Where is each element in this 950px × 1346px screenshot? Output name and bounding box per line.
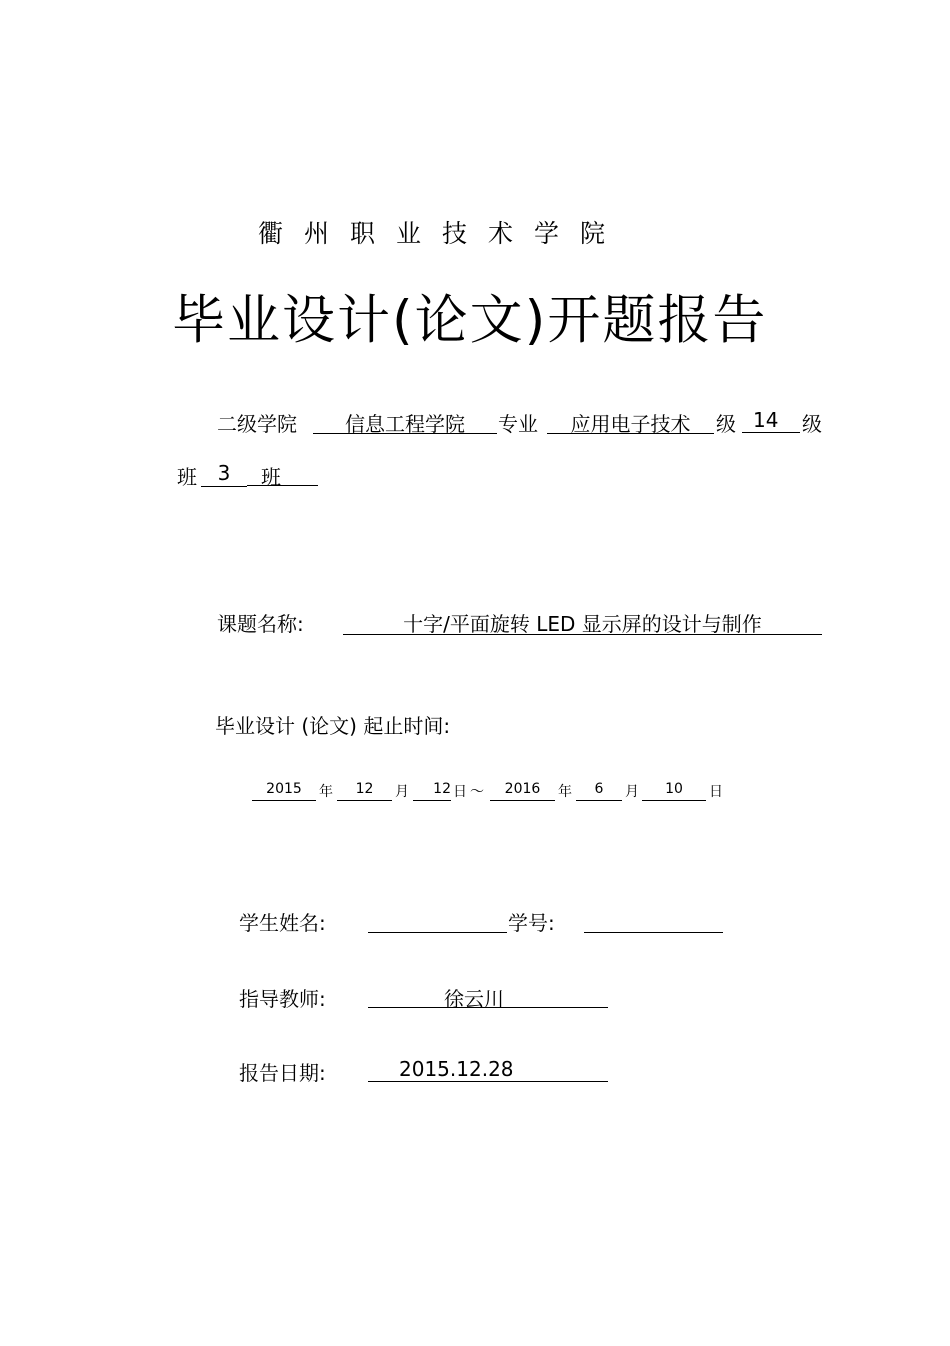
student-id-field: [584, 907, 723, 933]
year-unit: 年: [319, 784, 333, 800]
end-month-unit: 月: [625, 784, 639, 800]
day-unit: 日: [453, 784, 467, 800]
student-id-label: 学号:: [508, 911, 555, 935]
grade-label: 级: [716, 412, 736, 436]
student-name-field: [368, 907, 507, 933]
end-year: 2016: [490, 781, 555, 801]
topic-label: 课题名称:: [217, 612, 304, 636]
class-value: 3: [201, 461, 247, 487]
start-day: 12: [413, 781, 451, 801]
major-label: 专业: [498, 412, 538, 436]
college-label: 二级学院: [217, 412, 297, 436]
class-suffix: 班: [247, 461, 318, 486]
college-value: 信息工程学院: [313, 408, 497, 434]
advisor-label: 指导教师:: [239, 987, 326, 1011]
advisor-value: 徐云川: [368, 983, 608, 1008]
document-title: 毕业设计(论文)开题报告: [172, 290, 768, 351]
report-date-label: 报告日期:: [239, 1061, 326, 1085]
start-year: 2015: [252, 781, 316, 801]
tilde: ～: [470, 784, 484, 800]
school-name: 衢州职业技术学院: [258, 219, 627, 248]
class-label: 班: [177, 465, 197, 489]
grade-value: 14: [742, 408, 800, 433]
topic-value: 十字/平面旋转 LED 显示屏的设计与制作: [343, 608, 822, 635]
end-day: 10: [642, 781, 706, 801]
month-unit: 月: [395, 784, 409, 800]
grade-suffix: 级: [802, 412, 822, 436]
start-month: 12: [337, 781, 392, 801]
period-label: 毕业设计 (论文) 起止时间:: [215, 714, 451, 738]
major-value: 应用电子技术: [547, 408, 714, 434]
end-month: 6: [576, 781, 622, 801]
report-date-value: 2015.12.28: [368, 1057, 608, 1082]
end-year-unit: 年: [558, 784, 572, 800]
student-name-label: 学生姓名:: [239, 911, 326, 935]
end-day-unit: 日: [709, 784, 723, 800]
